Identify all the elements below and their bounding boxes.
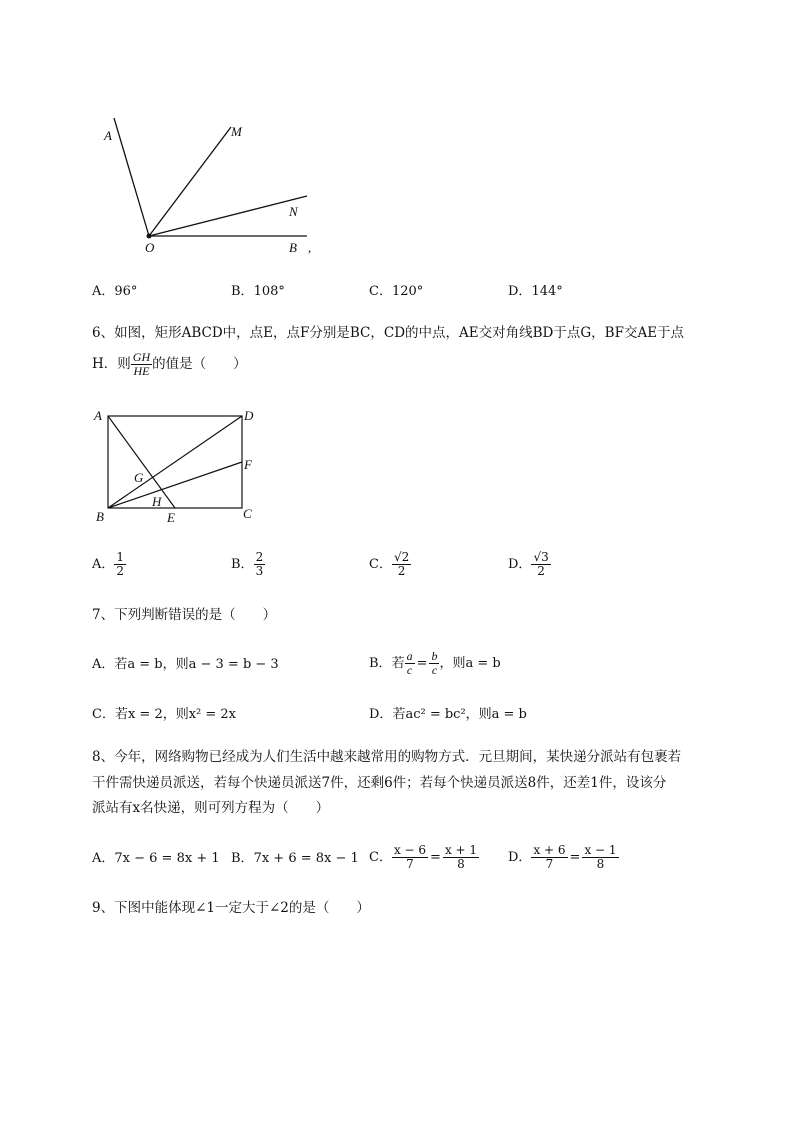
q5-option-b[interactable]: B．108° [231, 284, 285, 299]
q8-d-fraction-1: $\frac{x + 6}{7}$ [533, 843, 566, 872]
ray-oa [114, 118, 149, 236]
q7-option-b[interactable]: B． 若 $\frac{a}{c}$ = $\frac{b}{c}$ ，则a = b [369, 649, 501, 678]
q7-option-a[interactable]: A．若a = b，则a − 3 = b − 3 [92, 657, 279, 672]
segment-ae [108, 416, 175, 508]
q6-option-a[interactable]: A． $\frac{1}{2}$ [92, 550, 125, 579]
q5-option-a[interactable]: A．96° [92, 284, 138, 299]
label-g: G [134, 470, 144, 485]
label-h: H [152, 494, 162, 509]
q7-option-c[interactable]: C．若x = 2，则x² = 2x [92, 707, 237, 722]
q6-stem-line1: 6、如图，矩形ABCD中，点E，点F分别是BC，CD的中点，AE交对角线BD于点G，BF交AE于点 [92, 325, 685, 341]
q8-option-b[interactable]: B．7x + 6 = 8x − 1 [231, 851, 359, 866]
angle-figure [95, 115, 335, 265]
q7-stem: 7、下列判断错误的是（ ） [92, 607, 277, 623]
label-m: M [231, 124, 242, 139]
q8-d-fraction-2: $\frac{x - 1}{8}$ [584, 843, 617, 872]
ray-om [149, 127, 231, 236]
q8-option-c[interactable]: C． $\frac{x - 6}{7}$ = $\frac{x + 1}{8}$ [369, 843, 478, 872]
vertex-o [147, 234, 152, 239]
q7-option-d[interactable]: D．若ac² = bc²，则a = b [369, 707, 527, 722]
label-o: O [145, 240, 155, 255]
q8-c-fraction-2: $\frac{x + 1}{8}$ [444, 843, 478, 872]
label-n: N [289, 204, 298, 219]
q8-option-a[interactable]: A．7x − 6 = 8x + 1 [92, 851, 220, 866]
q6-ratio-fraction: $\frac{GH}{HE}$ [132, 350, 151, 379]
q6-option-c-fraction: $\frac{√2}{2}$ [393, 550, 410, 579]
q8-stem-line3: 派站有x名快递，则可列方程为（ ） [92, 800, 330, 816]
ray-on [149, 196, 307, 236]
segment-bd [108, 416, 242, 508]
segment-bf [108, 462, 242, 508]
rectangle-figure [90, 405, 270, 530]
label-b: B [96, 509, 104, 524]
q6-option-d-fraction: $\frac{√3}{2}$ [533, 550, 549, 579]
q6-option-b-fraction: $\frac{2}{3}$ [255, 550, 264, 579]
q5-option-c[interactable]: C．120° [369, 284, 424, 299]
q6-option-b[interactable]: B． $\frac{2}{3}$ [231, 550, 264, 579]
q9-stem: 9、下图中能体现∠1一定大于∠2的是（ ） [92, 900, 370, 916]
q8-c-fraction-1: $\frac{x - 6}{7}$ [393, 843, 427, 872]
label-b: B [289, 240, 297, 255]
q7-b-fraction-1: $\frac{a}{c}$ [406, 649, 413, 678]
label-a: A [104, 128, 112, 143]
label-f: F [244, 457, 252, 472]
q8-stem-line1: 8、今年，网络购物已经成为人们生活中越来越常用的购物方式．元旦期间，某快递分派站有包裹若 [92, 749, 682, 765]
q6-option-a-fraction: $\frac{1}{2}$ [116, 550, 125, 579]
q6-stem-line2: H．则 $\frac{GH}{HE}$ 的值是（ ） [92, 350, 247, 379]
label-e: E [167, 510, 175, 525]
label-c: C [243, 506, 252, 521]
label-comma: , [308, 240, 312, 255]
label-d: D [244, 408, 254, 423]
q8-stem-line2: 干件需快递员派送，若每个快递员派送7件，还剩6件；若每个快递员派送8件，还差1件，设该分 [92, 775, 667, 791]
q6-option-d[interactable]: D． $\frac{√3}{2}$ [508, 550, 549, 579]
q7-b-fraction-2: $\frac{b}{c}$ [431, 649, 438, 678]
q8-option-d[interactable]: D． $\frac{x + 6}{7}$ = $\frac{x - 1}{8}$ [508, 843, 617, 872]
q6-option-c[interactable]: C． $\frac{√2}{2}$ [369, 550, 410, 579]
q5-option-d[interactable]: D．144° [508, 284, 563, 299]
label-a: A [94, 408, 102, 423]
